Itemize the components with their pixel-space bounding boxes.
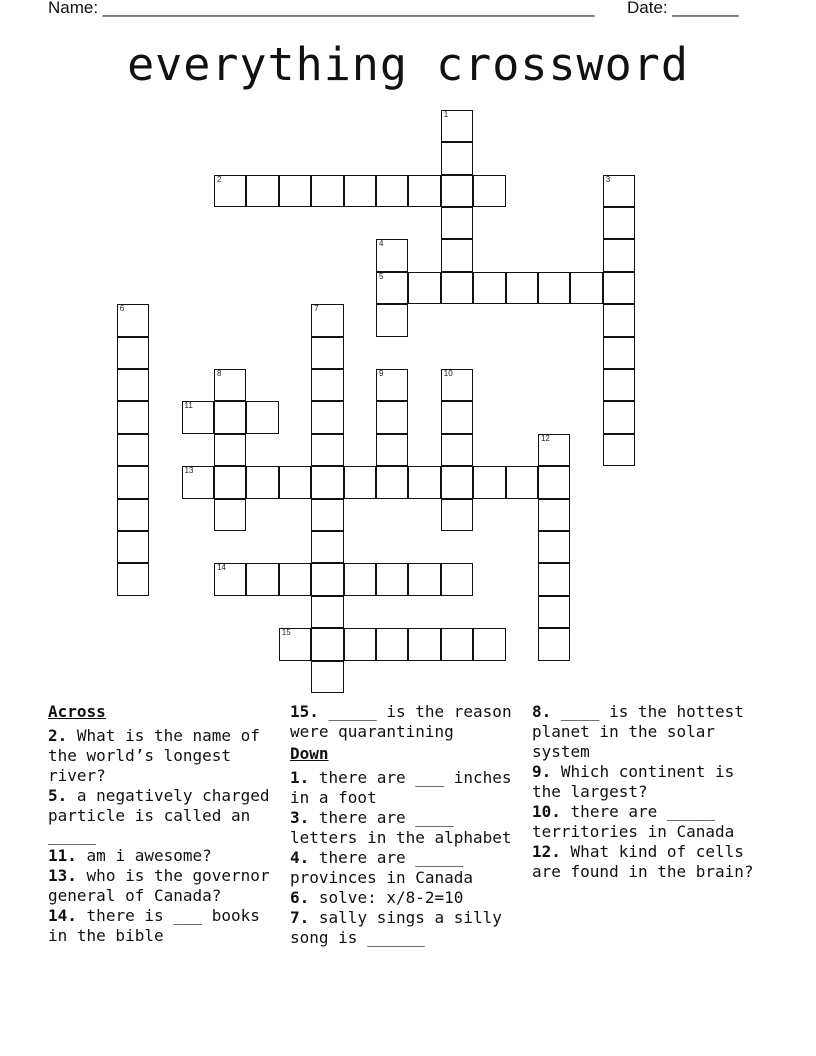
clue-down-4: 4. there are _____ provinces in Canada: [290, 848, 474, 887]
grid-cell[interactable]: [117, 466, 149, 498]
grid-cell[interactable]: [246, 466, 278, 498]
grid-cell[interactable]: [279, 175, 311, 207]
grid-cell[interactable]: [506, 272, 538, 304]
grid-cell[interactable]: [376, 563, 408, 595]
grid-cell[interactable]: [311, 304, 343, 336]
clue-column-2: [290, 702, 528, 948]
grid-cell[interactable]: [279, 628, 311, 660]
grid-cell[interactable]: [344, 175, 376, 207]
grid-cell[interactable]: [408, 175, 440, 207]
clue-number: 11: [184, 401, 193, 411]
page-title: everything crossword: [127, 38, 689, 91]
grid-cell[interactable]: [441, 401, 473, 433]
grid-cell[interactable]: [311, 499, 343, 531]
clue-number: 12: [540, 433, 550, 443]
grid-cell[interactable]: [408, 563, 440, 595]
grid-cell[interactable]: [376, 401, 408, 433]
grid-cell[interactable]: [441, 563, 473, 595]
grid-cell[interactable]: [441, 628, 473, 660]
grid-cell[interactable]: [473, 466, 505, 498]
grid-cell[interactable]: [214, 563, 246, 595]
grid-cell[interactable]: [441, 175, 473, 207]
grid-cell[interactable]: [538, 434, 570, 466]
grid-cell[interactable]: [538, 563, 570, 595]
clue-number: 2: [216, 174, 222, 184]
grid-cell[interactable]: [441, 110, 473, 142]
grid-cell[interactable]: [311, 466, 343, 498]
grid-cell[interactable]: [376, 239, 408, 271]
clue-number: 8: [216, 368, 222, 378]
clue-number: 9: [378, 368, 384, 378]
clue-down-8: 8. ____ is the hottest planet in the solar system: [532, 702, 744, 761]
grid-cell[interactable]: [117, 434, 149, 466]
grid-cell[interactable]: [279, 466, 311, 498]
grid-cell[interactable]: [603, 304, 635, 336]
grid-cell[interactable]: [246, 175, 278, 207]
grid-cell[interactable]: [441, 499, 473, 531]
clue-number: 1: [443, 109, 449, 119]
clue-number: 13: [184, 466, 194, 476]
clue-across-14: 14. there is ___ books in the bible: [48, 906, 260, 945]
clue-column-3: [532, 702, 770, 882]
grid-cell[interactable]: [441, 142, 473, 174]
grid-cell[interactable]: [376, 369, 408, 401]
grid-cell[interactable]: [473, 175, 505, 207]
clue-down-3: 3. there are ____ letters in the alphabet: [290, 808, 512, 847]
grid-cell[interactable]: [441, 369, 473, 401]
grid-cell[interactable]: [603, 207, 635, 239]
clue-column-1: [48, 702, 286, 946]
clue-down-12: 12. What kind of cells are found in the brain?: [532, 842, 754, 881]
clue-down-7: 7. sally sings a silly song is ______: [290, 908, 502, 947]
grid-cell[interactable]: [117, 337, 149, 369]
grid-cell[interactable]: [441, 434, 473, 466]
grid-cell[interactable]: [603, 369, 635, 401]
grid-cell[interactable]: [311, 434, 343, 466]
grid-cell[interactable]: [214, 466, 246, 498]
grid-cell[interactable]: [441, 466, 473, 498]
grid-cell[interactable]: [117, 499, 149, 531]
clue-number: 5: [378, 271, 384, 281]
grid-cell[interactable]: [117, 304, 149, 336]
grid-cell[interactable]: [311, 661, 343, 693]
grid-cell[interactable]: [279, 563, 311, 595]
grid-cell[interactable]: [376, 304, 408, 336]
grid-cell[interactable]: [603, 175, 635, 207]
clue-down-6: 6. solve: x/8-2=10: [290, 888, 464, 907]
grid-cell[interactable]: [376, 272, 408, 304]
grid-cell[interactable]: [214, 401, 246, 433]
grid-cell[interactable]: [311, 531, 343, 563]
clue-down-9: 9. Which continent is the largest?: [532, 762, 735, 801]
grid-cell[interactable]: [376, 628, 408, 660]
grid-cell[interactable]: [506, 466, 538, 498]
clue-number: 14: [216, 563, 226, 573]
grid-cell[interactable]: [311, 628, 343, 660]
grid-cell[interactable]: [246, 563, 278, 595]
clue-across-5: 5. a negatively charged particle is called an _____: [48, 786, 270, 845]
grid-cell[interactable]: [473, 628, 505, 660]
grid-cell[interactable]: [344, 628, 376, 660]
grid-cell[interactable]: [376, 466, 408, 498]
grid-cell[interactable]: [538, 272, 570, 304]
grid-cell[interactable]: [441, 207, 473, 239]
grid-cell[interactable]: [311, 596, 343, 628]
grid-cell[interactable]: [311, 563, 343, 595]
clue-across-15: 15. _____ is the reason were quarantining: [290, 702, 512, 741]
clue-across-11: 11. am i awesome?: [48, 846, 212, 865]
clue-number: 4: [378, 239, 384, 249]
clue-number: 10: [443, 368, 453, 378]
grid-cell[interactable]: [344, 563, 376, 595]
grid-cell[interactable]: [117, 563, 149, 595]
grid-cell[interactable]: [441, 272, 473, 304]
grid-cell[interactable]: [311, 369, 343, 401]
grid-cell[interactable]: [311, 401, 343, 433]
clue-across-13: 13. who is the governor general of Canada?: [48, 866, 270, 905]
grid-cell[interactable]: [603, 434, 635, 466]
grid-cell[interactable]: [603, 401, 635, 433]
grid-cell[interactable]: [214, 499, 246, 531]
grid-cell[interactable]: [603, 272, 635, 304]
grid-cell[interactable]: [408, 628, 440, 660]
across-heading: Across: [48, 702, 106, 721]
grid-cell[interactable]: [214, 434, 246, 466]
grid-cell[interactable]: [214, 175, 246, 207]
clue-number: 3: [605, 174, 611, 184]
grid-cell[interactable]: [538, 499, 570, 531]
grid-cell[interactable]: [214, 369, 246, 401]
grid-cell[interactable]: [182, 401, 214, 433]
grid-cell[interactable]: [538, 596, 570, 628]
clue-down-1: 1. there are ___ inches in a foot: [290, 768, 512, 807]
grid-cell[interactable]: [603, 239, 635, 271]
grid-cell[interactable]: [117, 401, 149, 433]
grid-cell[interactable]: [376, 175, 408, 207]
grid-cell[interactable]: [441, 239, 473, 271]
grid-cell[interactable]: [311, 337, 343, 369]
grid-cell[interactable]: [570, 272, 602, 304]
grid-cell[interactable]: [344, 466, 376, 498]
grid-cell[interactable]: [117, 531, 149, 563]
grid-cell[interactable]: [376, 434, 408, 466]
name-field-label[interactable]: Name: ____________________________________________________: [48, 0, 595, 17]
grid-cell[interactable]: [538, 466, 570, 498]
grid-cell[interactable]: [117, 369, 149, 401]
grid-cell[interactable]: [408, 466, 440, 498]
down-heading: Down: [290, 744, 329, 763]
grid-cell[interactable]: [182, 466, 214, 498]
grid-cell[interactable]: [538, 628, 570, 660]
grid-cell[interactable]: [603, 337, 635, 369]
grid-cell[interactable]: [473, 272, 505, 304]
clue-across-2: 2. What is the name of the world’s longest river?: [48, 726, 260, 785]
clue-number: 15: [281, 628, 291, 638]
clue-number: 6: [119, 304, 125, 314]
date-field-label[interactable]: Date: _______: [627, 0, 739, 17]
grid-cell[interactable]: [408, 272, 440, 304]
clue-down-10: 10. there are _____ territories in Canada: [532, 802, 735, 841]
grid-cell[interactable]: [246, 401, 278, 433]
grid-cell[interactable]: [311, 175, 343, 207]
clue-number: 7: [314, 304, 319, 314]
grid-cell[interactable]: [538, 531, 570, 563]
